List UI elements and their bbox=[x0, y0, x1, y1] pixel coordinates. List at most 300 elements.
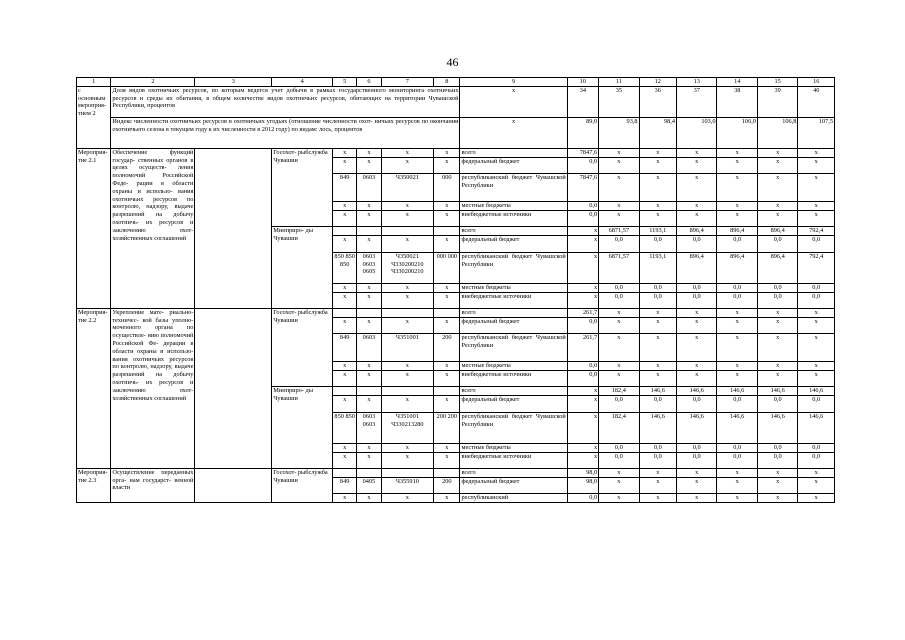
table-cell: 200 200 bbox=[434, 412, 460, 443]
table-cell: 106,0 bbox=[717, 117, 757, 148]
table-cell: 0,0 bbox=[798, 395, 835, 412]
table-cell: 0,0 bbox=[639, 452, 676, 468]
table-cell: x bbox=[677, 333, 717, 361]
table-cell: 0,0 bbox=[798, 292, 835, 308]
table-cell: 0,0 bbox=[798, 452, 835, 468]
table-cell: x bbox=[639, 308, 676, 317]
table-cell: x bbox=[757, 370, 797, 386]
table-cell: 0,0 bbox=[599, 235, 639, 252]
table-cell: x bbox=[333, 370, 357, 386]
table-cell: x bbox=[333, 443, 357, 452]
table-cell: местные бюджеты bbox=[460, 361, 567, 370]
table-cell: 0,0 bbox=[677, 395, 717, 412]
table-cell: 0,0 bbox=[717, 452, 757, 468]
table-cell: 38 bbox=[717, 86, 757, 117]
table-cell bbox=[333, 468, 357, 477]
table-cell: 0,0 bbox=[677, 452, 717, 468]
table-cell: x bbox=[599, 317, 639, 333]
table-cell: x bbox=[381, 148, 434, 157]
table-cell: 0,0 bbox=[677, 283, 717, 292]
table-cell: Доля видов охотничьих ресурсов, по которым ведется учет добычи в рамках государственного мониторинга охотничьих ресурсов и среды их обитания, в общем количестве видов охотничьих ресурсов, обитающих на территории Чувашской Республики, процентов bbox=[111, 86, 460, 117]
table-cell: 0405 bbox=[357, 477, 381, 493]
table-cell: 896,4 bbox=[717, 252, 757, 283]
table-cell: x bbox=[717, 333, 757, 361]
table-cell: 0,0 bbox=[757, 395, 797, 412]
table-cell bbox=[381, 226, 434, 235]
table-cell: x bbox=[333, 148, 357, 157]
table-cell: 146,6 bbox=[717, 386, 757, 395]
table-cell: x bbox=[333, 452, 357, 468]
table-cell: федеральный бюджет bbox=[460, 395, 567, 412]
table-cell: федеральный бюджет bbox=[460, 317, 567, 333]
table-cell: 4 bbox=[272, 78, 333, 87]
table-cell: x bbox=[381, 201, 434, 210]
table-cell: 6871,57 bbox=[599, 252, 639, 283]
table-cell: 0,0 bbox=[599, 443, 639, 452]
table-cell: x bbox=[798, 370, 835, 386]
table-cell: 146,6 bbox=[639, 386, 676, 395]
budget-table bbox=[76, 77, 835, 503]
table-cell: x bbox=[798, 308, 835, 317]
table-cell: местные бюджеты bbox=[460, 283, 567, 292]
table-cell: 182,4 bbox=[599, 412, 639, 443]
table-cell: 146,6 bbox=[757, 386, 797, 395]
table-cell: 34 bbox=[567, 86, 598, 117]
table-cell: всего bbox=[460, 226, 567, 235]
table-cell bbox=[381, 308, 434, 317]
table-cell: x bbox=[757, 333, 797, 361]
table-cell: x bbox=[357, 148, 381, 157]
table-cell: x bbox=[434, 443, 460, 452]
table-cell: 16 bbox=[798, 78, 835, 87]
table-cell: x bbox=[357, 210, 381, 226]
table-cell: 0,0 bbox=[639, 283, 676, 292]
table-cell: x bbox=[567, 443, 598, 452]
table-cell: x bbox=[599, 308, 639, 317]
table-cell: x bbox=[757, 210, 797, 226]
table-cell: 850 850 850 bbox=[333, 252, 357, 283]
header-row bbox=[77, 78, 835, 87]
table-cell: Госохот- рыбслужба Чувашии bbox=[272, 468, 333, 502]
table-cell: x bbox=[357, 157, 381, 173]
table-cell: x bbox=[639, 493, 676, 502]
table-cell: x bbox=[567, 386, 598, 395]
table-cell: x bbox=[677, 173, 717, 201]
table-cell: 896,4 bbox=[677, 226, 717, 235]
table-cell: 146,6 bbox=[677, 386, 717, 395]
table-cell: x bbox=[381, 317, 434, 333]
table-cell: x bbox=[357, 201, 381, 210]
table-cell: 896,4 bbox=[717, 226, 757, 235]
table-cell: x bbox=[567, 226, 598, 235]
table-cell: 0,0 bbox=[757, 443, 797, 452]
table-cell: x bbox=[333, 210, 357, 226]
table-cell: 0,0 bbox=[717, 235, 757, 252]
table-cell: 200 bbox=[434, 477, 460, 493]
table-cell: x bbox=[677, 361, 717, 370]
table-cell: x bbox=[333, 317, 357, 333]
table-cell: 89,0 bbox=[567, 117, 598, 148]
table-cell: внебюджетные источники bbox=[460, 292, 567, 308]
table-cell: x bbox=[333, 493, 357, 502]
table-cell: 0,0 bbox=[567, 361, 598, 370]
table-cell: 0,0 bbox=[567, 210, 598, 226]
table-cell: x bbox=[677, 317, 717, 333]
table-cell: x bbox=[639, 370, 676, 386]
table-cell: 5 bbox=[333, 78, 357, 87]
table-cell: x bbox=[357, 317, 381, 333]
table-cell: 11 bbox=[599, 78, 639, 87]
table-cell: x bbox=[381, 283, 434, 292]
table-cell: x bbox=[434, 283, 460, 292]
table-cell: федеральный бюджет bbox=[460, 157, 567, 173]
table-cell: 107,5 bbox=[798, 117, 835, 148]
table-cell: 1193,1 bbox=[639, 252, 676, 283]
table-cell: x bbox=[599, 370, 639, 386]
table-cell: x bbox=[460, 117, 567, 148]
table-cell bbox=[434, 308, 460, 317]
table-cell: 146,6 bbox=[757, 412, 797, 443]
table-cell: x bbox=[639, 361, 676, 370]
table-cell: x bbox=[357, 370, 381, 386]
table-cell: x bbox=[567, 235, 598, 252]
table-cell bbox=[381, 386, 434, 395]
table-cell: x bbox=[798, 361, 835, 370]
table-cell: x bbox=[757, 493, 797, 502]
table-cell: Ч350021 bbox=[381, 173, 434, 201]
table-cell: x bbox=[757, 477, 797, 493]
table-cell: федеральный бюджет bbox=[460, 235, 567, 252]
table-cell: x bbox=[333, 361, 357, 370]
table-cell: 93,8 bbox=[599, 117, 639, 148]
table-cell: x bbox=[567, 252, 598, 283]
table-cell: 0603 0603 0605 bbox=[357, 252, 381, 283]
table-cell: 9 bbox=[460, 78, 567, 87]
table-cell: x bbox=[381, 452, 434, 468]
table-cell bbox=[195, 468, 272, 502]
table-cell: 0,0 bbox=[599, 395, 639, 412]
table-cell: x bbox=[639, 333, 676, 361]
table-cell: 106,8 bbox=[757, 117, 797, 148]
table-cell: x bbox=[357, 292, 381, 308]
table-cell: 2 bbox=[111, 78, 195, 87]
table-cell: 10 bbox=[567, 78, 598, 87]
table-cell: x bbox=[757, 173, 797, 201]
table-cell bbox=[434, 226, 460, 235]
table-cell: всего bbox=[460, 308, 567, 317]
table-cell bbox=[357, 468, 381, 477]
table-cell bbox=[195, 148, 272, 308]
table-cell: 896,4 bbox=[677, 252, 717, 283]
table-cell: x bbox=[677, 157, 717, 173]
table-cell: x bbox=[434, 210, 460, 226]
table-cell: 0,0 bbox=[717, 292, 757, 308]
table-row bbox=[77, 308, 835, 317]
table-cell: x bbox=[677, 477, 717, 493]
table-cell: внебюджетные источники bbox=[460, 210, 567, 226]
table-cell: x bbox=[757, 157, 797, 173]
table-cell: x bbox=[357, 283, 381, 292]
table-cell: 0,0 bbox=[717, 395, 757, 412]
table-cell: местные бюджеты bbox=[460, 201, 567, 210]
table-cell: x bbox=[381, 395, 434, 412]
table-cell: Мероприя- тие 2.1 bbox=[77, 148, 111, 308]
table-cell: 146,6 bbox=[677, 412, 717, 443]
table-cell: x bbox=[599, 477, 639, 493]
table-cell bbox=[357, 308, 381, 317]
table-cell bbox=[333, 308, 357, 317]
table-cell: x bbox=[757, 308, 797, 317]
table-cell: x bbox=[757, 148, 797, 157]
table-cell: 98,4 bbox=[639, 117, 676, 148]
table-cell: x bbox=[599, 361, 639, 370]
table-cell: федеральный бюджет bbox=[460, 477, 567, 493]
table-cell: x bbox=[717, 201, 757, 210]
table-cell: 0,0 bbox=[717, 283, 757, 292]
table-cell: x bbox=[798, 317, 835, 333]
table-cell: 6 bbox=[357, 78, 381, 87]
table-cell: местные бюджеты bbox=[460, 443, 567, 452]
table-cell: x bbox=[434, 493, 460, 502]
table-cell: x bbox=[639, 201, 676, 210]
table-cell: 15 bbox=[757, 78, 797, 87]
table-cell: всего bbox=[460, 386, 567, 395]
table-cell: 0,0 bbox=[599, 452, 639, 468]
table-cell: республиканский бюджет Чувашской Республики bbox=[460, 412, 567, 443]
table-cell: x bbox=[333, 283, 357, 292]
table-cell: 849 bbox=[333, 333, 357, 361]
table-cell bbox=[357, 226, 381, 235]
table-cell: x bbox=[717, 210, 757, 226]
table-cell: x bbox=[434, 148, 460, 157]
table-cell: x bbox=[381, 493, 434, 502]
table-cell: x bbox=[434, 452, 460, 468]
table-cell: 7 bbox=[381, 78, 434, 87]
table-cell: Ч350021 Ч330200210 Ч330200210 bbox=[381, 252, 434, 283]
table-cell: x bbox=[599, 201, 639, 210]
table-cell: 1193,1 bbox=[639, 226, 676, 235]
table-cell: 0,0 bbox=[798, 283, 835, 292]
table-cell: x bbox=[599, 173, 639, 201]
table-cell: 0,0 bbox=[677, 292, 717, 308]
table-cell: 0,0 bbox=[567, 493, 598, 502]
table-row bbox=[77, 468, 835, 477]
table-cell: x bbox=[798, 201, 835, 210]
table-cell: x bbox=[717, 361, 757, 370]
table-cell bbox=[195, 308, 272, 468]
table-cell: x bbox=[798, 477, 835, 493]
table-cell: 0,0 bbox=[567, 317, 598, 333]
table-cell: 0,0 bbox=[599, 292, 639, 308]
table-cell: x bbox=[677, 201, 717, 210]
table-cell: 849 bbox=[333, 477, 357, 493]
table-cell: x bbox=[798, 148, 835, 157]
table-cell: Ч351001 bbox=[381, 333, 434, 361]
table-cell: x bbox=[333, 235, 357, 252]
table-cell: 0,0 bbox=[639, 395, 676, 412]
table-cell: 146,6 bbox=[798, 386, 835, 395]
table-cell: 0,0 bbox=[717, 443, 757, 452]
table-cell bbox=[381, 468, 434, 477]
table-cell: x bbox=[639, 173, 676, 201]
table-cell: 0,0 bbox=[639, 235, 676, 252]
table-cell: 000 000 bbox=[434, 252, 460, 283]
table-cell: x bbox=[677, 308, 717, 317]
table-cell: x bbox=[717, 173, 757, 201]
table-cell: x bbox=[599, 468, 639, 477]
table-cell: x bbox=[434, 317, 460, 333]
table-cell: x bbox=[434, 370, 460, 386]
table-cell: x bbox=[677, 148, 717, 157]
table-cell: x bbox=[599, 333, 639, 361]
table-cell: 0,0 bbox=[757, 283, 797, 292]
table-cell: 0,0 bbox=[567, 157, 598, 173]
table-cell: x bbox=[798, 468, 835, 477]
table-cell bbox=[434, 468, 460, 477]
table-cell: республиканский бюджет Чувашской Республики bbox=[460, 333, 567, 361]
table-cell: x bbox=[333, 395, 357, 412]
table-cell: Мероприя- тие 2.3 bbox=[77, 468, 111, 502]
table-cell: x bbox=[798, 493, 835, 502]
table-cell: 13 bbox=[677, 78, 717, 87]
table-cell: x bbox=[599, 210, 639, 226]
table-cell: x bbox=[381, 443, 434, 452]
table-cell bbox=[333, 226, 357, 235]
table-cell: 0,0 bbox=[567, 201, 598, 210]
table-cell: Осуществление переданных орга- нам государст- венной власти bbox=[111, 468, 195, 502]
table-cell: x bbox=[717, 148, 757, 157]
table-cell: x bbox=[381, 361, 434, 370]
table-cell: 146,6 bbox=[798, 412, 835, 443]
table-cell: 792,4 bbox=[798, 252, 835, 283]
table-cell: x bbox=[333, 201, 357, 210]
table-cell: Ч355910 bbox=[381, 477, 434, 493]
table-cell: x bbox=[567, 412, 598, 443]
table-cell: x bbox=[567, 452, 598, 468]
table-cell: x bbox=[381, 292, 434, 308]
table-cell: x bbox=[434, 235, 460, 252]
table-cell: 200 bbox=[434, 333, 460, 361]
table-cell: 1 bbox=[77, 78, 111, 87]
table-cell: x bbox=[717, 493, 757, 502]
table-cell: x bbox=[357, 361, 381, 370]
table-cell: x bbox=[717, 308, 757, 317]
table-cell: 3 bbox=[195, 78, 272, 87]
table-cell: 792,4 bbox=[798, 226, 835, 235]
table-cell: x bbox=[717, 370, 757, 386]
table-cell: x bbox=[639, 157, 676, 173]
table-cell: x bbox=[333, 157, 357, 173]
table-cell: x bbox=[757, 317, 797, 333]
table-row bbox=[77, 117, 835, 148]
table-cell: x bbox=[357, 493, 381, 502]
table-cell: 14 bbox=[717, 78, 757, 87]
table-cell: Ч351001 Ч330213280 bbox=[381, 412, 434, 443]
table-cell: 0,0 bbox=[757, 235, 797, 252]
table-cell: 849 bbox=[333, 173, 357, 201]
table-cell: x bbox=[381, 370, 434, 386]
table-cell: 0603 bbox=[357, 173, 381, 201]
table-cell: всего bbox=[460, 148, 567, 157]
table-cell: x bbox=[717, 317, 757, 333]
page-number: 46 bbox=[446, 55, 459, 69]
table-cell: x bbox=[357, 443, 381, 452]
table-row bbox=[77, 148, 835, 157]
table-cell bbox=[333, 386, 357, 395]
table-cell: с основным мероприя- тием 2 bbox=[77, 86, 111, 148]
table-cell: x bbox=[639, 148, 676, 157]
table-cell: 182,4 bbox=[599, 386, 639, 395]
table-cell: 0,0 bbox=[639, 443, 676, 452]
table-cell: 0,0 bbox=[639, 292, 676, 308]
table-cell: 98,0 bbox=[567, 477, 598, 493]
table-cell: республиканский bbox=[460, 493, 567, 502]
table-cell: x bbox=[567, 395, 598, 412]
table-cell: x bbox=[357, 395, 381, 412]
table-cell: 8 bbox=[434, 78, 460, 87]
table-cell: Госохот- рыбслужба Чувашии bbox=[272, 148, 333, 226]
table-cell: x bbox=[567, 292, 598, 308]
table-cell: 146,6 bbox=[639, 412, 676, 443]
table-cell: x bbox=[357, 235, 381, 252]
table-cell: x bbox=[434, 157, 460, 173]
table-cell: x bbox=[798, 157, 835, 173]
table-cell: всего bbox=[460, 468, 567, 477]
table-cell: x bbox=[434, 361, 460, 370]
table-cell: 0603 0603 bbox=[357, 412, 381, 443]
table-cell: 0,0 bbox=[599, 283, 639, 292]
table-cell: 0,0 bbox=[757, 292, 797, 308]
table-cell: 146,6 bbox=[717, 412, 757, 443]
table-cell: 12 bbox=[639, 78, 676, 87]
table-cell: республиканский бюджет Чувашской Республики bbox=[460, 173, 567, 201]
table-cell bbox=[357, 386, 381, 395]
table-cell: 35 bbox=[599, 86, 639, 117]
table-cell: Обеспечение функций государ- ственных органов в целях осуществ- ления полномочий Российской Феде- рации в области охраны и использо- вания охотничьих ресурсов по контролю, надзору, выдаче разрешений на добычу охотничь- их ресурсов и заключению охот- хозяйственных соглашений bbox=[111, 148, 195, 308]
table-cell: 6871,57 bbox=[599, 226, 639, 235]
table-cell: республиканский бюджет Чувашской Республики bbox=[460, 252, 567, 283]
table-cell: x bbox=[567, 283, 598, 292]
table-cell: 0603 bbox=[357, 333, 381, 361]
table-cell: x bbox=[677, 468, 717, 477]
table-cell: x bbox=[434, 292, 460, 308]
table-cell: 0,0 bbox=[677, 235, 717, 252]
table-cell: 40 bbox=[798, 86, 835, 117]
table-cell: 0,0 bbox=[677, 443, 717, 452]
table-cell: x bbox=[333, 292, 357, 308]
table-cell: Минприро- ды Чувашии bbox=[272, 386, 333, 468]
table-cell: 39 bbox=[757, 86, 797, 117]
table-cell: x bbox=[599, 148, 639, 157]
table-cell: 103,0 bbox=[677, 117, 717, 148]
table-cell: 0,0 bbox=[757, 452, 797, 468]
table-cell: x bbox=[599, 493, 639, 502]
table-cell: x bbox=[357, 452, 381, 468]
table-cell: Укрепление мате- риально-техничес- кой базы уполно- моченного органа по осуществле- нию полномочий Российской Фе- дерации в области охраны и использо- вания охотничьих ресурсов по контролю, надзору, выдаче разрешений на добычу охотничь- их ресурсов и заключению охот- хозяйственных соглашений bbox=[111, 308, 195, 468]
table-cell: x bbox=[798, 210, 835, 226]
table-cell: x bbox=[677, 493, 717, 502]
table-cell: 36 bbox=[639, 86, 676, 117]
table-cell: x bbox=[677, 210, 717, 226]
table-cell: внебюджетные источники bbox=[460, 452, 567, 468]
table-cell: x bbox=[434, 395, 460, 412]
table-cell: 850 850 bbox=[333, 412, 357, 443]
table-cell: 7847,6 bbox=[567, 173, 598, 201]
table-cell: x bbox=[798, 173, 835, 201]
table-cell: 0,0 bbox=[798, 235, 835, 252]
table-cell bbox=[434, 386, 460, 395]
table-cell: 261,7 bbox=[567, 308, 598, 317]
